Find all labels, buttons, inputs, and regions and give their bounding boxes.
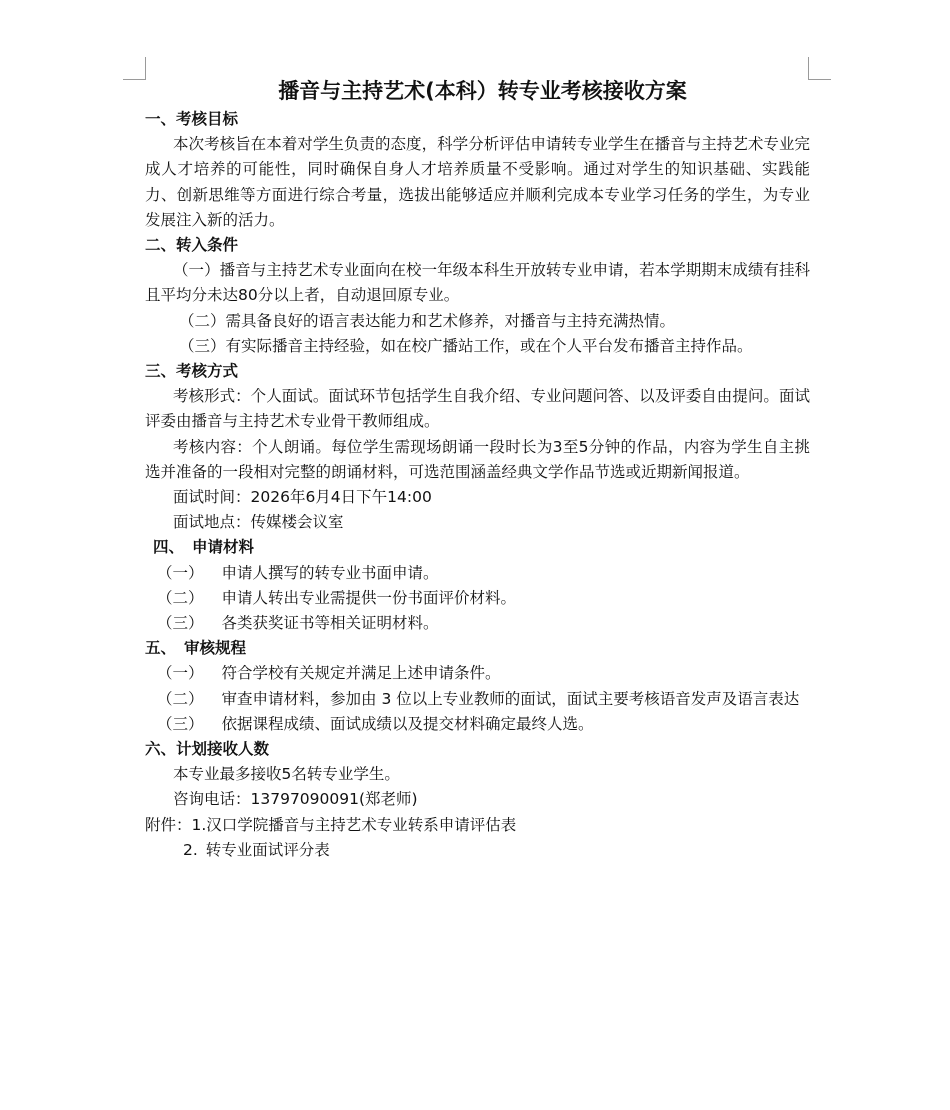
section-5-item-3 <box>145 712 810 737</box>
page-corner-mark-top-left <box>123 57 146 80</box>
section-1-heading: 一、考核目标 <box>145 110 239 128</box>
attachment-2-number: 2. <box>183 840 198 859</box>
section-6-phone: 咨询电话：13797090091(郑老师) <box>173 790 418 809</box>
section-1-body: 本次考核旨在本着对学生负责的态度，科学分析评估申请转专业学生在播音与主持艺术专业完成人才培养的可能性，同时确保自身人才培养质量不受影响。通过对学生的知识基础、实践能力、创新思维等方面进行综合考量，选拔出能够适应并顺利完成本专业学习任务的学生，为专业发展注入新的活力。 <box>145 135 810 229</box>
section-5-heading <box>145 636 810 661</box>
section-5-title: 审核规程 <box>184 639 247 658</box>
item-text: 申请人撰写的转专业书面申请。 <box>221 563 439 582</box>
section-3-form: 考核形式：个人面试。面试环节包括学生自我介绍、专业问题问答、以及评委自由提问。面试评委由播音与主持艺术专业骨干教师组成。 <box>145 387 810 431</box>
section-4-number: 四、 <box>153 538 185 557</box>
section-2-item-2: （二）需具备良好的语言表达能力和艺术修养，对播音与主持充满热情。 <box>179 311 676 330</box>
item-mark: （一） <box>157 563 204 582</box>
section-5-item-2 <box>145 687 810 712</box>
section-3-content: 考核内容：个人朗诵。每位学生需现场朗诵一段时长为3至5分钟的作品，内容为学生自主挑选并准备的一段相对完整的朗诵材料，可选范围涵盖经典文学作品节选或近期新闻报道。 <box>145 437 810 481</box>
attachment-2-text: 转专业面试评分表 <box>205 840 330 859</box>
item-mark: （一） <box>157 664 204 683</box>
section-2-item-1: （一）播音与主持艺术专业面向在校一年级本科生开放转专业申请，若本学期期末成绩有挂科且平均分未达80分以上者，自动退回原专业。 <box>145 261 810 305</box>
section-4-item-2 <box>145 586 810 611</box>
attachment-line-2 <box>145 838 810 863</box>
section-6-heading: 六、计划接收人数 <box>145 740 270 759</box>
item-mark: （三） <box>157 614 204 633</box>
item-mark: （二） <box>157 689 204 708</box>
section-2-item-3: （三）有实际播音主持经验，如在校广播站工作，或在个人平台发布播音主持作品。 <box>179 336 753 355</box>
item-text: 申请人转出专业需提供一份书面评价材料。 <box>221 588 517 607</box>
section-4-item-3 <box>145 611 810 636</box>
section-6-quota: 本专业最多接收5名转专业学生。 <box>173 765 400 784</box>
section-5-number: 五、 <box>145 639 177 658</box>
section-4-heading <box>145 535 810 560</box>
item-text: 审查申请材料，参加由 3 位以上专业教师的面试，面试主要考核语音发声及语言表达 <box>221 689 800 708</box>
item-text: 符合学校有关规定并满足上述申请条件。 <box>221 664 501 683</box>
page-corner-mark-top-right <box>808 57 831 80</box>
item-mark: （三） <box>157 714 204 733</box>
section-3-time: 面试时间：2026年6月4日下午14:00 <box>173 488 432 507</box>
document-page <box>145 76 810 863</box>
item-text: 各类获奖证书等相关证明材料。 <box>221 614 439 633</box>
section-4-title: 申请材料 <box>192 538 255 557</box>
section-5-item-1 <box>145 661 810 686</box>
item-text: 依据课程成绩、面试成绩以及提交材料确定最终人选。 <box>221 714 594 733</box>
document-title: 播音与主持艺术(本科）转专业考核接收方案 <box>278 79 687 103</box>
section-3-heading: 三、考核方式 <box>145 362 239 381</box>
item-mark: （二） <box>157 588 204 607</box>
section-3-place: 面试地点：传媒楼会议室 <box>173 513 344 532</box>
section-4-item-1 <box>145 561 810 586</box>
section-2-heading: 二、转入条件 <box>145 236 239 255</box>
attachment-line-1: 附件：1.汉口学院播音与主持艺术专业转系申请评估表 <box>145 815 517 834</box>
